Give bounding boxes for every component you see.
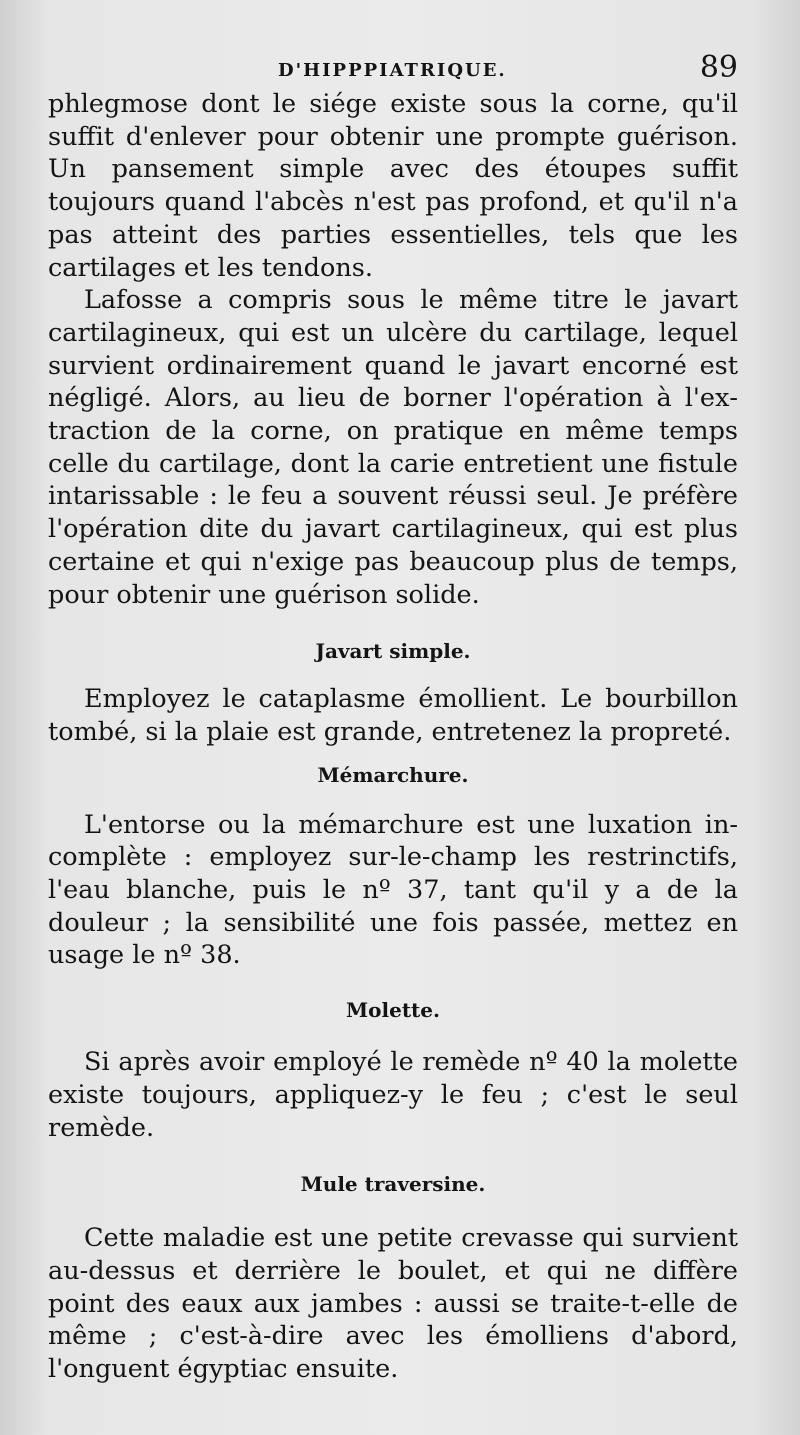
section-heading-javart-simple: Javart simple. xyxy=(315,639,471,664)
running-title: D'HIPPPIATRIQUE. xyxy=(278,60,507,81)
section-heading-molette: Molette. xyxy=(346,998,440,1023)
section-text-molette: Si après avoir employé le remède nº 40 la molette existe toujours, appliquez-y le feu ; c'est le seul remède. xyxy=(48,1047,738,1143)
paragraph-lafosse: Lafosse a compris sous le même titre le javart cartilagineux, qui est un ulcère du cartilage, lequel survient ordinairement quand le javart encorné est négligé. Alors, au lieu de borner l'opération à l'extraction de la corne, on pratique en même temps celle du cartilage, dont la carie entretient une fistule intarissable : le feu a souvent réussi seul. Je préfère l'opération dite du javart cartilagineux, qui est plus certaine et qui n'exige pas beaucoup plus de temps, pour obtenir une guérison solide. xyxy=(48,285,738,610)
page-header xyxy=(48,50,738,90)
paragraph-continuation: phlegmose dont le siége existe sous la corne, qu'il suffit d'enlever pour obtenir une prompte guérison. Un pansement simple avec des étoupes suffit toujours quand l'abcès n'est pas profond, et qu'il n'a pas atteint des parties essentielles, tels que les cartilages et les tendons. xyxy=(48,89,738,283)
section-text-memarchure: L'entorse ou la mémarchure est une luxation incomplète : employez sur-le-champ les restrinctifs, l'eau blanche, puis le nº 37, tant qu'il y a de la douleur ; la sensibilité une fois passée, mettez en usage le nº 38. xyxy=(48,809,738,971)
page-number: 89 xyxy=(699,50,738,85)
section-text-javart-simple: Employez le cataplasme émollient. Le bourbillon tombé, si la plaie est grande, entretenez la propreté. xyxy=(48,684,738,747)
page-body xyxy=(48,88,738,1386)
section-text-mule-traversine: Cette maladie est une petite crevasse qui survient au-dessus et derrière le boulet, et qui ne diffère point des eaux aux jambes : aussi se traite-t-elle de même ; c'est-à-dire avec les émolliens d'abord, l'onguent égyptiac ensuite. xyxy=(48,1223,738,1385)
section-heading-mule-traversine: Mule traversine. xyxy=(300,1172,486,1197)
section-heading-memarchure: Mémarchure. xyxy=(317,762,469,787)
